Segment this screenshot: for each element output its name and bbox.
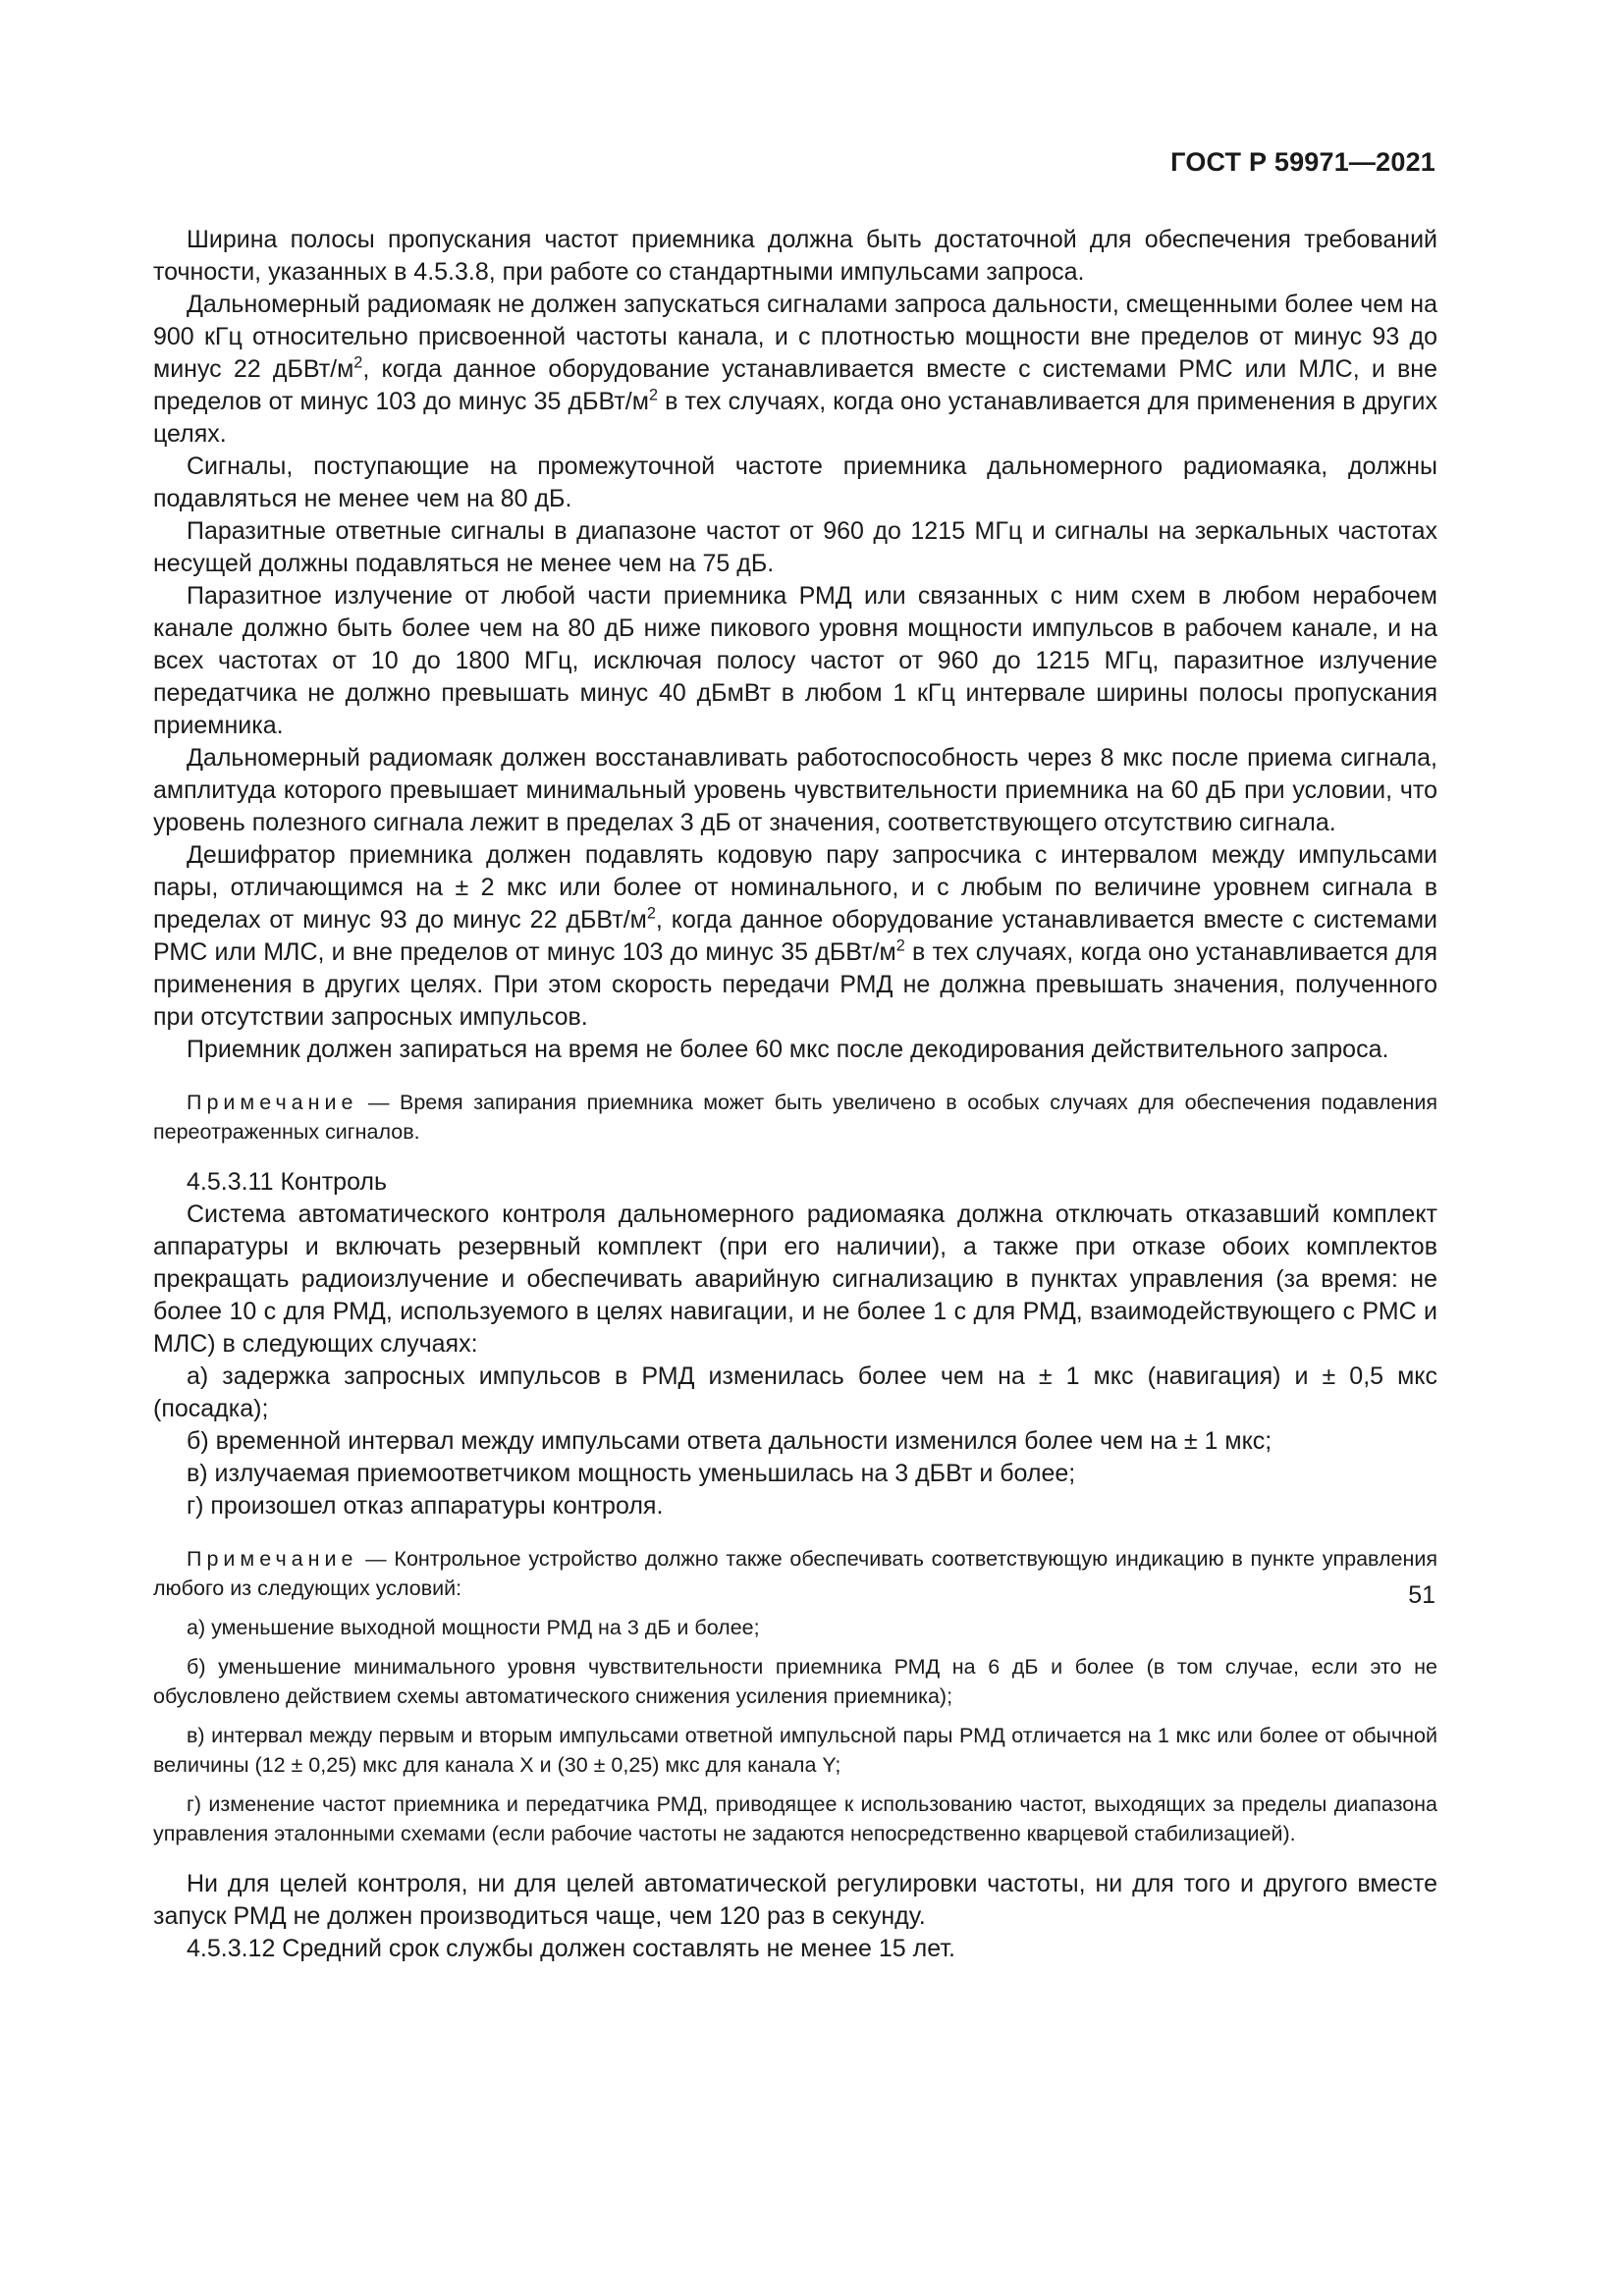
note-label: Примечание [187,1547,358,1571]
paragraph-trigger-rate: Ни для целей контроля, ни для целей автоматической регулировки частоты, ни для того и другого вместе запуск РМД не должен производиться чаще, чем 120 раз в секунду. [153,1870,1437,1930]
section-intro: Система автоматического контроля дальномерного радиомаяка должна отключать отказавший комплект аппаратуры и включать резервный комплект (при его наличии), а также при отказе обоих комплектов прекращать радиоизлучение и обеспечивать аварийную сигнализацию в пунктах управления (за время: не более 10 с для РМД, используемого в целях навигации, и не более 1 с для РМД, взаимодействующего с РМС и МЛС) в следующих случаях: [153,1201,1437,1358]
list-item: б) временной интервал между импульсами ответа дальности изменился более чем на ± 1 мкс; [187,1427,1272,1455]
note-list-item: б) уменьшение минимального уровня чувствительности приемника РМД на 6 дБ и более (в том случае, если это не обусловлено действием схемы автоматического снижения усиления приемника); [153,1655,1437,1708]
note-list-item: в) интервал между первым и вторым импульсами ответной импульсной пары РМД отличается на 1 мкс или более от обычной величины (12 ± 0,25) мкс для канала X и (30 ± 0,25) мкс для канала Y; [153,1724,1437,1777]
note-body: — Контрольное устройство должно также обеспечивать соответствующую индикацию в пункте управления любого из следующих условий: [153,1547,1437,1600]
superscript: 2 [646,904,656,923]
note-1 [153,1088,1437,1147]
paragraph-text: , когда данное оборудование устанавливается вместе с системами РМС или МЛС, и вне пределов от минус 103 до минус 35 дБВт/м [153,355,1437,415]
paragraph-recovery: Дальномерный радиомаяк должен восстанавливать работоспособность через 8 мкс после приема сигнала, амплитуда которого превышает минимальный уровень чувствительности приемника на 60 дБ при условии, что уровень полезного сигнала лежит в пределах 3 дБ от значения, соответствующего отсутствию сигнала. [153,744,1437,836]
paragraph-text: в тех случаях, когда оно устанавливается для применения в других целях. При этом скорость передачи РМД не должна превышать значения, полученного при отсутствии запросных импульсов. [153,938,1437,1031]
paragraph-decoder [153,839,1437,1034]
paragraph-text: Дешифратор приемника должен подавлять кодовую пару запросчика с интервалом между импульсами пары, отличающимся на ± 2 мкс или более от номинального, и с любым по величине уровнем сигнала в пределах от минус 93 до минус 22 дБВт/м [153,841,1437,934]
note-list-item: г) изменение частот приемника и передатчика РМД, приводящее к использованию частот, выходящих за пределы диапазона управления эталонными схемами (если рабочие частоты не задаются непосредственно кварцевой стабилизацией). [153,1792,1437,1845]
paragraph-trigger [153,289,1437,451]
paragraph-bandwidth: Ширина полосы пропускания частот приемника должна быть достаточной для обеспечения требований точности, указанных в 4.5.3.8, при работе со стандартными импульсами запроса. [153,226,1437,286]
paragraph-spurious-replies: Паразитные ответные сигналы в диапазоне частот от 960 до 1215 МГц и сигналы на зеркальных частотах несущей должны подавляться не менее чем на 75 дБ. [153,517,1437,577]
note-label: Примечание [187,1091,358,1114]
page-number: 51 [1408,1581,1435,1609]
note-body: — Время запирания приемника может быть увеличено в особых случаях для обеспечения подавления переотраженных сигналов. [153,1091,1437,1144]
document-body [153,224,1437,1965]
paragraph-lockout: Приемник должен запираться на время не более 60 мкс после декодирования действительного запроса. [187,1036,1389,1063]
paragraph-if-suppression: Сигналы, поступающие на промежуточной частоте приемника дальномерного радиомаяка, должны подавляться не менее чем на 80 дБ. [153,453,1437,512]
paragraph-text: , когда данное оборудование устанавливается вместе с системами РМС или МЛС, и вне пределов от минус 103 до минус 35 дБВт/м [153,906,1437,966]
superscript: 2 [895,936,905,955]
list-item: в) излучаемая приемоответчиком мощность уменьшилась на 3 дБВт и более; [187,1460,1076,1487]
note-2 [153,1544,1437,1848]
note-list-item: а) уменьшение выходной мощности РМД на 3 дБ и более; [187,1616,760,1639]
list-item: а) задержка запросных импульсов в РМД изменилась более чем на ± 1 мкс (навигация) и ± 0,5 мкс (посадка); [153,1362,1437,1422]
note-text [153,1544,1437,1603]
superscript: 2 [353,353,363,372]
superscript: 2 [648,386,658,404]
paragraph-service-life: 4.5.3.12 Средний срок службы должен составлять не менее 15 лет. [187,1935,955,1962]
note-text [153,1088,1437,1147]
document-number: ГОСТ Р 59971—2021 [1170,147,1435,177]
paragraph-spurious-emission: Паразитное излучение от любой части приемника РМД или связанных с ним схем в любом нерабочем канале должно быть более чем на 80 дБ ниже пикового уровня мощности импульсов в рабочем канале, и на всех частотах от 10 до 1800 МГц, исключая полосу частот от 960 до 1215 МГц, паразитное излучение передатчика не должно превышать минус 40 дБмВт в любом 1 кГц интервале ширины полосы пропускания приемника. [153,582,1437,739]
section-heading: 4.5.3.11 Контроль [187,1168,388,1196]
list-item: г) произошел отказ аппаратуры контроля. [187,1492,664,1520]
paragraph-text: Дальномерный радиомаяк не должен запускаться сигналами запроса дальности, смещенными более чем на 900 кГц относительно присвоенной частоты канала, и с плотностью мощности вне пределов от минус 93 до минус 22 дБВт/м [153,291,1437,383]
paragraph-text: в тех случаях, когда оно устанавливается для применения в других целях. [153,388,1437,448]
